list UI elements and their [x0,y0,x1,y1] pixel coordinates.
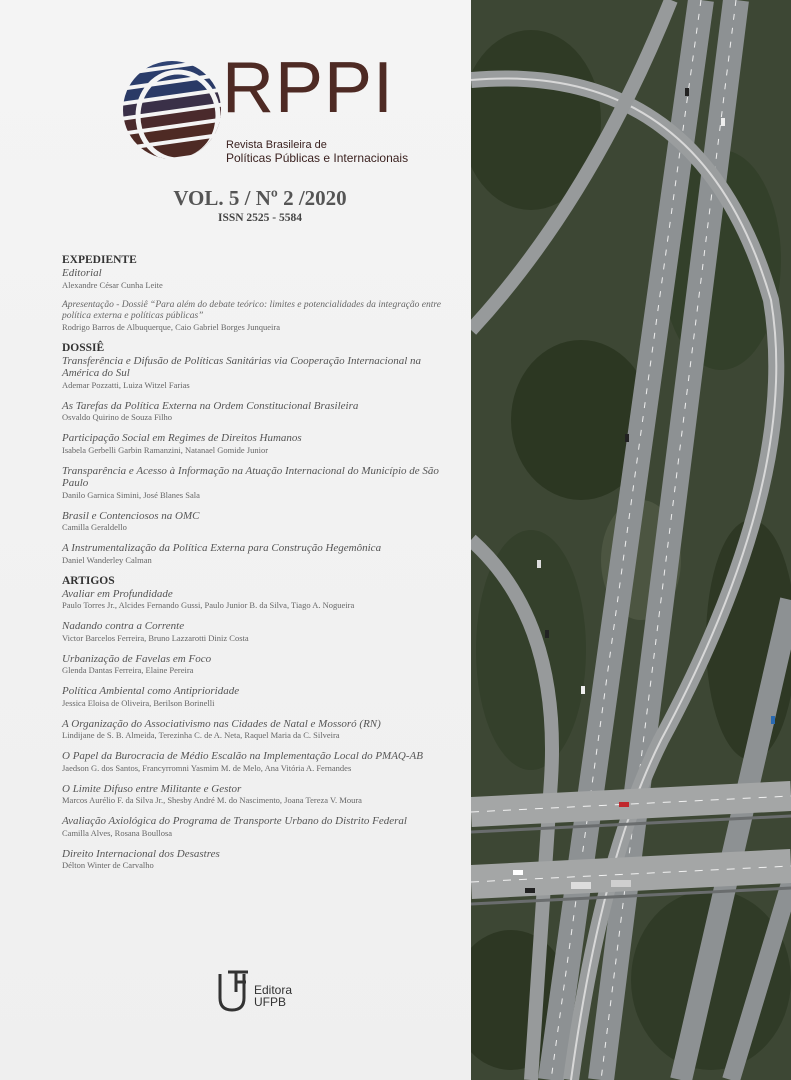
highway-aerial-image [471,0,791,1080]
toc-item-title: Participação Social em Regimes de Direitos Humanos [62,432,302,444]
toc-item [62,542,447,566]
section-heading-artigos: ARTIGOS [62,574,115,587]
toc-item-authors: Lindijane de S. B. Almeida, Terezinha C. de A. Neta, Raquel Maria da C. Silveira [62,730,340,740]
publisher-name [254,984,292,1008]
publisher-logo [216,970,336,1020]
toc-item-title: Avaliar em Profundidade [62,587,173,600]
toc-item [62,815,447,839]
toc-item-title: Nadando contra a Corrente [62,620,185,632]
table-of-contents [62,254,447,880]
toc-item-title: O Limite Difuso entre Militante e Gestor [62,782,242,795]
toc-item-authors: Rodrigo Barros de Albuquerque, Caio Gabriel Borges Junqueira [62,321,280,332]
cover-photo-highway-interchange [471,0,791,1080]
toc-item [62,355,447,391]
toc-item [62,685,447,709]
toc-item-authors: Camilla Alves, Rosana Boullosa [62,827,173,838]
publisher-line2: UFPB [254,995,287,1009]
toc-item-authors: Osvaldo Quirino de Souza Filho [62,412,173,422]
toc-item [62,620,447,644]
toc-item [62,848,447,872]
toc-item [62,783,447,807]
section-heading-expediente: EXPEDIENTE [62,254,137,266]
journal-subtitle-line2: Políticas Públicas e Internacionais [226,150,409,165]
toc-item-title: As Tarefas da Política Externa na Ordem Constitucional Brasileira [62,399,359,412]
journal-logo [120,48,420,168]
issn: ISSN 2525 - 5584 [217,212,303,224]
publisher-line1: Editora [254,983,293,997]
toc-item-title: Editorial [62,267,102,279]
toc-item [62,653,447,677]
toc-item-title: Brasil e Contenciosos na OMC [62,509,200,522]
toc-item [62,465,447,501]
toc-item-title: A Organização do Associativismo nas Cidades de Natal e Mossoró (RN) [62,717,381,730]
toc-item-authors: Victor Barcelos Ferreira, Bruno Lazzarotti Diniz Costa [62,632,249,643]
toc-item-title: Avaliação Axiológica do Programa de Transporte Urbano do Distrito Federal [62,815,407,827]
toc-item-title: O Papel da Burocracia de Médio Escalão na Implementação Local do PMAQ-AB [62,750,423,762]
journal-acronym: RPPI [222,48,395,128]
toc-item-authors: Glenda Dantas Ferreira, Elaine Pereira [62,665,194,675]
toc-item [62,432,447,456]
ufpb-mark-icon [216,970,252,1014]
section-heading-dossie: DOSSIÊ [62,341,105,354]
journal-subtitle [226,139,408,165]
toc-item-title: Transferência e Difusão de Políticas Sanitárias via Cooperação Internacional na América do Sul [62,354,421,379]
toc-item-title: Urbanização de Favelas em Foco [62,652,212,665]
toc-item [62,510,447,534]
toc-item-title: Transparência e Acesso à Informação na Atuação Internacional do Município de São Paulo [62,464,439,489]
volume-number: VOL. 5 / Nº 2 /2020 [173,186,347,210]
toc-item-title: Direito Internacional dos Desastres [62,847,220,860]
toc-item [62,588,447,612]
toc-item-authors: Danilo Garnica Simini, José Blanes Sala [62,489,200,500]
toc-item-authors: Alexandre César Cunha Leite [62,279,163,290]
toc-item-authors: Camilla Geraldello [62,522,127,532]
toc-item [62,400,447,424]
toc-item-authors: Jessica Eloisa de Oliveira, Berilson Borinelli [62,697,215,708]
toc-item [62,718,447,742]
toc-item-authors: Paulo Torres Jr., Alcides Fernando Gussi, Paulo Junior B. da Silva, Tiago A. Nogueira [62,600,355,610]
globe-logo-icon [120,58,224,162]
toc-item-authors: Délton Winter de Carvalho [62,860,154,870]
toc-item [62,750,447,774]
toc-item-title: Apresentação - Dossiê “Para além do debate teórico: limites e potencialidades da integração entre política externa e políticas públicas” [62,299,441,321]
toc-item-authors: Isabela Gerbelli Garbin Ramanzini, Natanael Gomide Junior [62,444,269,455]
toc-item-authors: Ademar Pozzatti, Luiza Witzel Farias [62,379,190,390]
toc-item-authors: Jaedson G. dos Santos, Francyrromni Yasmim M. de Melo, Ana Vitória A. Fernandes [62,762,352,773]
journal-subtitle-line1: Revista Brasileira de [226,139,327,151]
toc-item-title: Política Ambiental como Antiprioridade [62,685,240,697]
toc-item-authors: Daniel Wanderley Calman [62,554,152,565]
toc-item-title: A Instrumentalização da Política Externa para Construção Hegemônica [62,542,382,554]
toc-item [62,267,447,291]
toc-item [62,300,447,333]
toc-item-authors: Marcos Aurélio F. da Silva Jr., Shesby André M. do Nascimento, Joana Tereza V. Moura [62,795,362,805]
